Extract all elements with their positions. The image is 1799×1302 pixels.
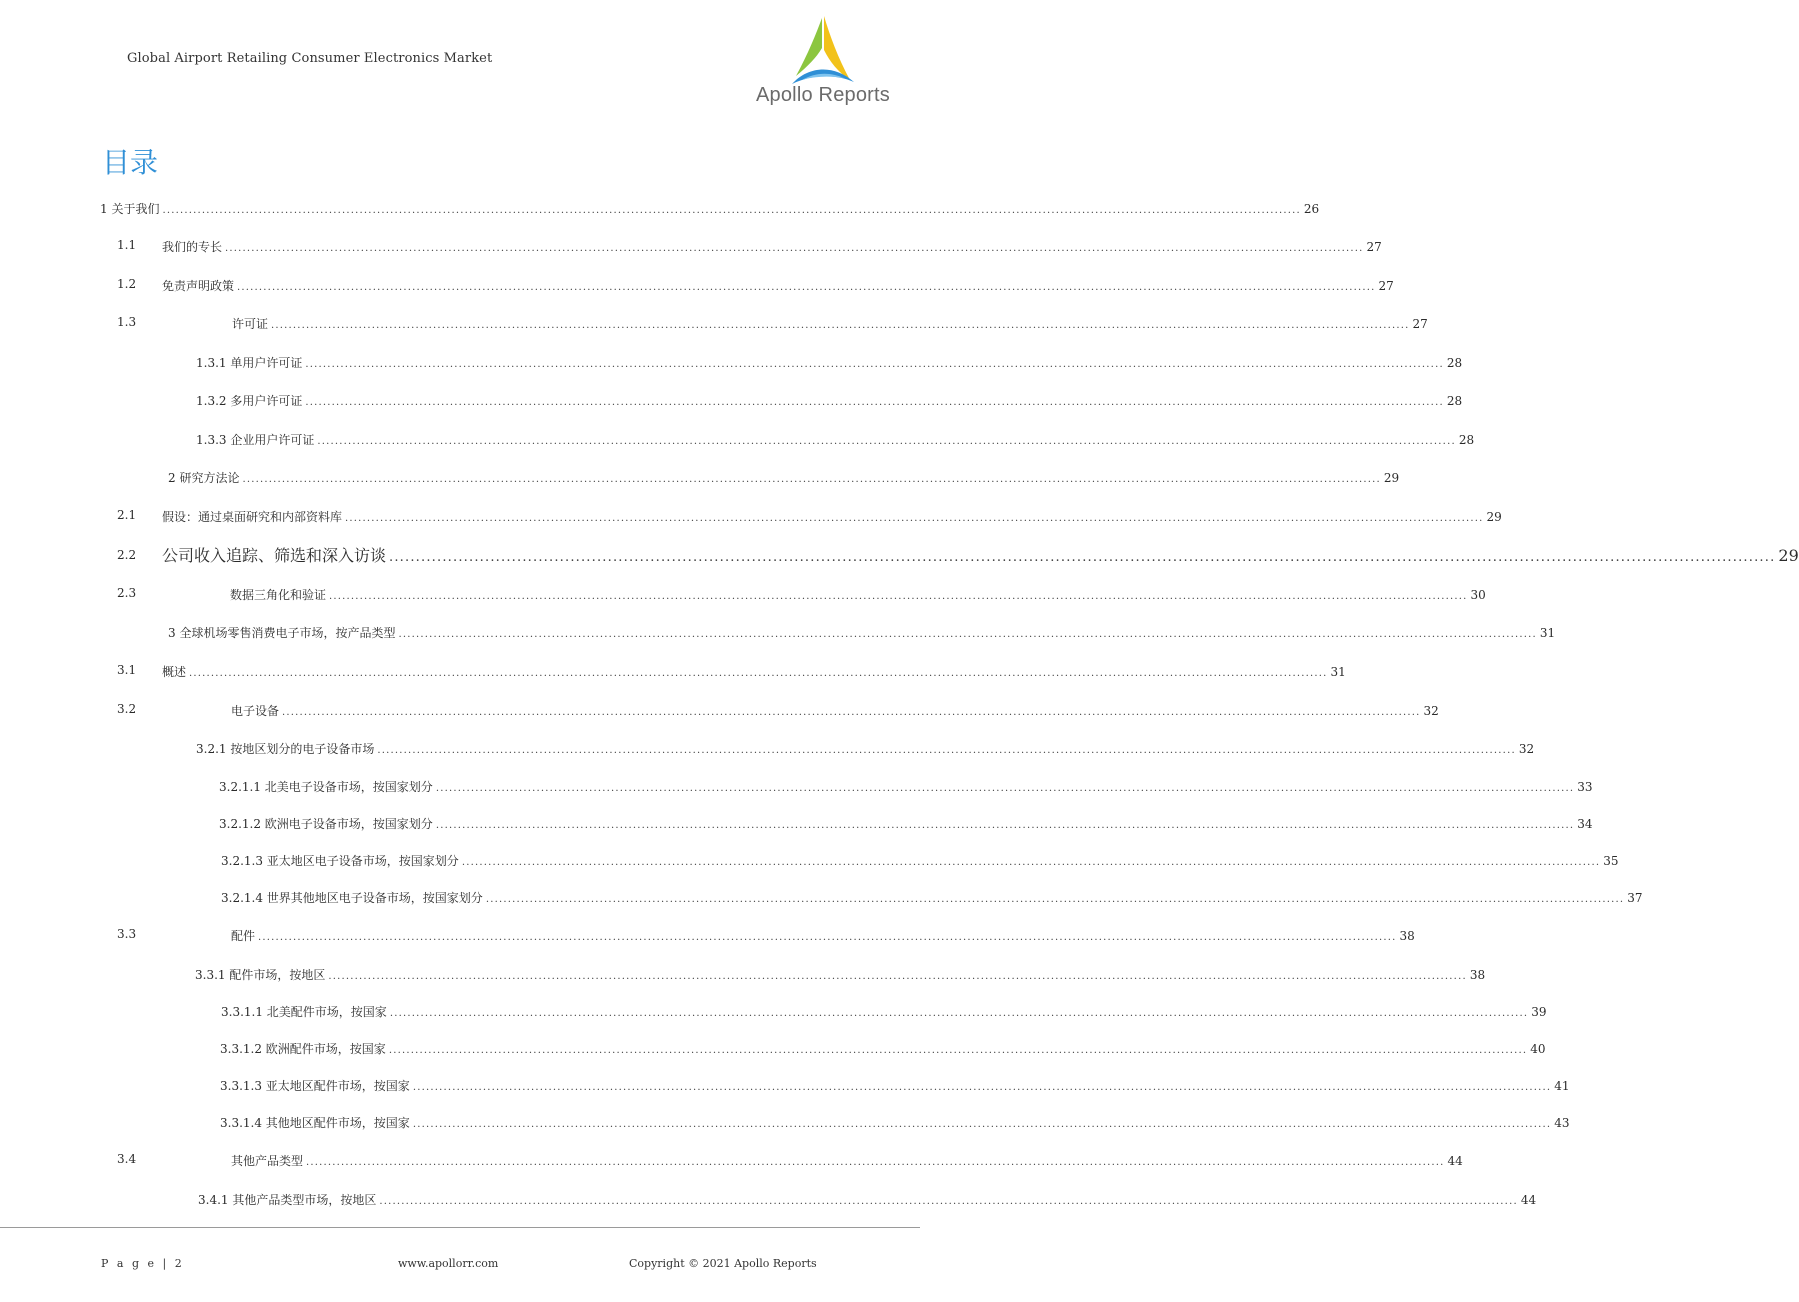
toc-entry-title: 免责声明政策 xyxy=(162,279,235,293)
toc-entry-number: 2.3 xyxy=(117,586,137,600)
toc-entry-page: 32 xyxy=(1423,704,1439,718)
toc-entry-page: 28 xyxy=(1446,356,1463,370)
header-doc-title: Global Airport Retailing Consumer Electronics Market xyxy=(127,51,493,66)
toc-dot-leader: .................................................................................................................................................................................................................................................................... xyxy=(271,320,1410,331)
toc-entry[interactable] xyxy=(168,469,1400,487)
toc-entry-title: 3.4.1 其他产品类型市场，按地区 xyxy=(198,1193,377,1207)
toc-dot-leader: .................................................................................................................................................................................................................................................................... xyxy=(435,820,1575,831)
toc-entry-number: 2.2 xyxy=(117,548,137,562)
toc-dot-leader: .................................................................................................................................................................................................................................................................... xyxy=(389,1008,1529,1019)
toc-entry-title: 配件 xyxy=(231,929,256,943)
toc-dot-leader: .................................................................................................................................................................................................................................................................... xyxy=(305,397,1444,408)
toc-entry-title: 3.2.1.4 世界其他地区电子设备市场，按国家划分 xyxy=(221,891,483,905)
toc-entry-title: 1 关于我们 xyxy=(100,202,160,216)
toc-entry-title: 电子设备 xyxy=(231,704,280,718)
toc-entry-title: 假设：通过桌面研究和内部资料库 xyxy=(162,510,343,524)
toc-entry-title: 数据三角化和验证 xyxy=(230,588,327,602)
toc-entry[interactable] xyxy=(221,889,1643,907)
toc-entry[interactable] xyxy=(162,238,1382,256)
toc-entry[interactable] xyxy=(231,1152,1463,1170)
toc-entry[interactable] xyxy=(168,624,1556,642)
toc-dot-leader: .................................................................................................................................................................................................................................................................... xyxy=(461,857,1601,868)
toc-entry-number: 3.3 xyxy=(117,927,137,941)
footer-page-number: P a g e | 2 xyxy=(101,1257,185,1270)
logo-text: Apollo Reports xyxy=(756,84,890,106)
toc-dot-leader: .................................................................................................................................................................................................................................................................... xyxy=(237,282,1376,293)
toc-dot-leader: .................................................................................................................................................................................................................................................................... xyxy=(162,205,1301,216)
toc-entry-page: 28 xyxy=(1446,394,1463,408)
toc-entry[interactable] xyxy=(220,1077,1570,1095)
toc-entry-page: 28 xyxy=(1458,433,1475,447)
toc-entry-title: 3.3.1 配件市场，按地区 xyxy=(195,968,326,982)
toc-entry-title: 公司收入追踪、筛选和深入访谈 xyxy=(162,546,387,565)
toc-entry[interactable] xyxy=(196,392,1463,410)
toc-entry[interactable] xyxy=(230,586,1486,604)
toc-entry-page: 29 xyxy=(1778,546,1799,565)
toc-entry-title: 概述 xyxy=(162,665,187,679)
toc-entry[interactable] xyxy=(162,277,1394,295)
toc-entry-title: 3.3.1.4 其他地区配件市场，按国家 xyxy=(220,1116,410,1130)
toc-entry-page: 40 xyxy=(1530,1042,1546,1056)
toc-heading: 目录 xyxy=(102,145,159,179)
toc-dot-leader: .................................................................................................................................................................................................................................................................... xyxy=(242,474,1381,485)
toc-entry-page: 39 xyxy=(1531,1005,1547,1019)
toc-entry[interactable] xyxy=(231,927,1415,945)
toc-dot-leader: .................................................................................................................................................................................................................................................................... xyxy=(317,436,1456,447)
toc-entry[interactable] xyxy=(232,315,1428,333)
toc-entry-page: 37 xyxy=(1627,891,1643,905)
toc-dot-leader: .................................................................................................................................................................................................................................................................... xyxy=(412,1082,1552,1093)
toc-entry-number: 3.1 xyxy=(117,663,137,677)
toc-entry-title: 3.2.1.2 欧洲电子设备市场，按国家划分 xyxy=(219,817,433,831)
toc-entry[interactable] xyxy=(221,1003,1547,1021)
toc-entry-title: 许可证 xyxy=(232,317,269,331)
toc-entry-title: 1.3.1 单用户许可证 xyxy=(196,356,303,370)
toc-entry-page: 35 xyxy=(1603,854,1619,868)
footer-copyright: Copyright © 2021 Apollo Reports xyxy=(629,1257,817,1270)
toc-dot-leader: .................................................................................................................................................................................................................................................................... xyxy=(225,243,1364,254)
toc-entry-page: 44 xyxy=(1520,1193,1537,1207)
toc-entry-title: 1.3.3 企业用户许可证 xyxy=(196,433,315,447)
toc-entry-page: 29 xyxy=(1486,510,1502,524)
toc-entry-title: 3.3.1.1 北美配件市场，按国家 xyxy=(221,1005,387,1019)
toc-dot-leader: .................................................................................................................................................................................................................................................................... xyxy=(329,591,1468,602)
toc-entry-page: 38 xyxy=(1399,929,1415,943)
toc-dot-leader: .................................................................................................................................................................................................................................................................... xyxy=(306,1157,1445,1168)
apollo-logo xyxy=(752,14,897,110)
toc-dot-leader: .................................................................................................................................................................................................................................................................... xyxy=(389,550,1776,565)
toc-entry[interactable] xyxy=(196,354,1463,372)
toc-entry-number: 3.4 xyxy=(117,1152,137,1166)
toc-entry[interactable] xyxy=(162,508,1502,526)
toc-dot-leader: .................................................................................................................................................................................................................................................................... xyxy=(282,707,1421,718)
toc-entry[interactable] xyxy=(219,815,1593,833)
toc-dot-leader: .................................................................................................................................................................................................................................................................... xyxy=(377,745,1516,756)
toc-entry[interactable] xyxy=(162,663,1346,681)
toc-entry-title: 3.2.1 按地区划分的电子设备市场 xyxy=(196,742,375,756)
toc-dot-leader: .................................................................................................................................................................................................................................................................... xyxy=(398,629,1537,640)
toc-dot-leader: .................................................................................................................................................................................................................................................................... xyxy=(328,971,1467,982)
toc-entry[interactable] xyxy=(220,1040,1546,1058)
toc-entry-number: 1.1 xyxy=(117,238,137,252)
toc-entry-page: 31 xyxy=(1539,626,1556,640)
toc-entry-number: 1.2 xyxy=(117,277,137,291)
toc-entry-number: 2.1 xyxy=(117,508,137,522)
footer-website: www.apollorr.com xyxy=(398,1257,499,1270)
toc-entry-page: 31 xyxy=(1330,665,1346,679)
toc-entry-page: 41 xyxy=(1554,1079,1570,1093)
toc-entry-title: 其他产品类型 xyxy=(231,1154,304,1168)
toc-dot-leader: .................................................................................................................................................................................................................................................................... xyxy=(379,1196,1518,1207)
toc-entry[interactable] xyxy=(220,1114,1570,1132)
toc-entry-page: 27 xyxy=(1366,240,1382,254)
toc-dot-leader: .................................................................................................................................................................................................................................................................... xyxy=(412,1119,1552,1130)
toc-entry[interactable] xyxy=(195,966,1486,984)
toc-entry-page: 26 xyxy=(1303,202,1320,216)
toc-entry[interactable] xyxy=(198,1191,1537,1209)
toc-entry-title: 2 研究方法论 xyxy=(168,471,240,485)
toc-entry-page: 32 xyxy=(1518,742,1535,756)
toc-entry-title: 3 全球机场零售消费电子市场，按产品类型 xyxy=(168,626,396,640)
toc-entry-page: 29 xyxy=(1383,471,1400,485)
toc-entry-number: 1.3 xyxy=(117,315,137,329)
toc-dot-leader: .................................................................................................................................................................................................................................................................... xyxy=(388,1045,1528,1056)
toc-entry[interactable] xyxy=(221,852,1619,870)
toc-entry-page: 38 xyxy=(1469,968,1486,982)
toc-entry-title: 1.3.2 多用户许可证 xyxy=(196,394,303,408)
toc-entry-page: 43 xyxy=(1554,1116,1570,1130)
toc-entry[interactable] xyxy=(162,543,1799,565)
toc-dot-leader: .................................................................................................................................................................................................................................................................... xyxy=(258,932,1397,943)
toc-dot-leader: .................................................................................................................................................................................................................................................................... xyxy=(305,359,1444,370)
toc-dot-leader: .................................................................................................................................................................................................................................................................... xyxy=(435,783,1575,794)
toc-entry-page: 30 xyxy=(1470,588,1486,602)
toc-entry-number: 3.2 xyxy=(117,702,137,716)
toc-entry-page: 34 xyxy=(1577,817,1593,831)
toc-entry[interactable] xyxy=(196,740,1535,758)
toc-entry-page: 27 xyxy=(1412,317,1428,331)
footer-divider xyxy=(0,1227,920,1228)
toc-entry-page: 27 xyxy=(1378,279,1394,293)
toc-entry[interactable] xyxy=(219,778,1593,796)
toc-dot-leader: .................................................................................................................................................................................................................................................................... xyxy=(485,894,1625,905)
toc-entry-page: 33 xyxy=(1577,780,1593,794)
toc-entry-title: 我们的专长 xyxy=(162,240,223,254)
toc-entry-title: 3.2.1.1 北美电子设备市场，按国家划分 xyxy=(219,780,433,794)
toc-dot-leader: .................................................................................................................................................................................................................................................................... xyxy=(189,668,1328,679)
toc-entry[interactable] xyxy=(100,200,1320,218)
toc-entry-page: 44 xyxy=(1447,1154,1463,1168)
toc-dot-leader: .................................................................................................................................................................................................................................................................... xyxy=(345,513,1484,524)
toc-entry[interactable] xyxy=(231,702,1439,720)
toc-entry[interactable] xyxy=(196,431,1475,449)
toc-entry-title: 3.3.1.2 欧洲配件市场，按国家 xyxy=(220,1042,386,1056)
apollo-logo-icon xyxy=(786,14,858,84)
toc-entry-title: 3.3.1.3 亚太地区配件市场，按国家 xyxy=(220,1079,410,1093)
toc-entry-title: 3.2.1.3 亚太地区电子设备市场，按国家划分 xyxy=(221,854,459,868)
